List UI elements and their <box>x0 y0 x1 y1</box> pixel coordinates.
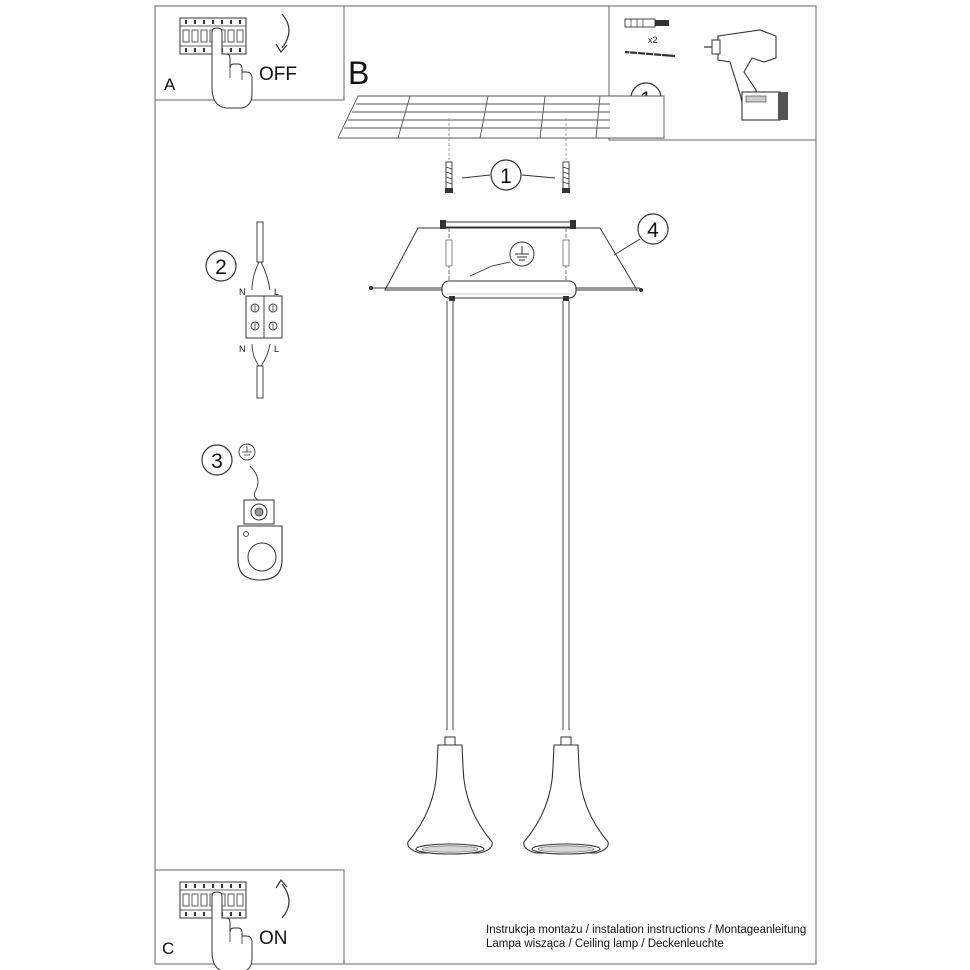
terminal-block-icon <box>246 222 282 398</box>
terminal-n-bottom: N <box>239 344 246 354</box>
mounting-bracket <box>440 220 576 284</box>
panel-c-switch-on <box>155 870 344 970</box>
panel-a-switch-off <box>155 6 344 108</box>
earth-symbol-small-icon <box>239 444 255 460</box>
ground-symbol-icon <box>470 242 534 276</box>
step-2-label: 2 <box>215 256 227 279</box>
panel-c-state: ON <box>259 928 288 949</box>
terminal-n-top: N <box>239 287 246 297</box>
panel-a-letter: A <box>164 75 176 94</box>
step-4-label: 4 <box>647 219 659 242</box>
quantity-label: x2 <box>648 35 658 45</box>
wall-plug-left <box>445 162 453 193</box>
ceiling-surface <box>338 96 664 138</box>
lamp-shade-right <box>524 737 609 854</box>
step-1-label-main: 1 <box>500 165 512 188</box>
footer-line-1: Instrukcja montażu / instalation instructions / Montageanleitung <box>486 924 807 936</box>
outer-frame <box>155 6 816 964</box>
screw-left-icon <box>369 286 373 290</box>
panel-c-letter: C <box>162 939 175 958</box>
panel-a-state: OFF <box>259 64 297 85</box>
canopy-cover <box>369 228 643 301</box>
panel-b-letter: B <box>348 55 370 91</box>
terminal-l-top: L <box>274 287 280 297</box>
footer-line-2: Lampa wisząca / Ceiling lamp / Deckenleuchte <box>486 938 724 950</box>
screw-right-icon <box>639 288 643 292</box>
earth-clamp-icon <box>238 466 282 580</box>
step-3-label: 3 <box>211 450 223 473</box>
wall-plug-right <box>562 162 570 193</box>
dowel-icon <box>625 19 669 27</box>
lamp-shade-left <box>408 737 493 854</box>
terminal-l-bottom: L <box>274 344 280 354</box>
